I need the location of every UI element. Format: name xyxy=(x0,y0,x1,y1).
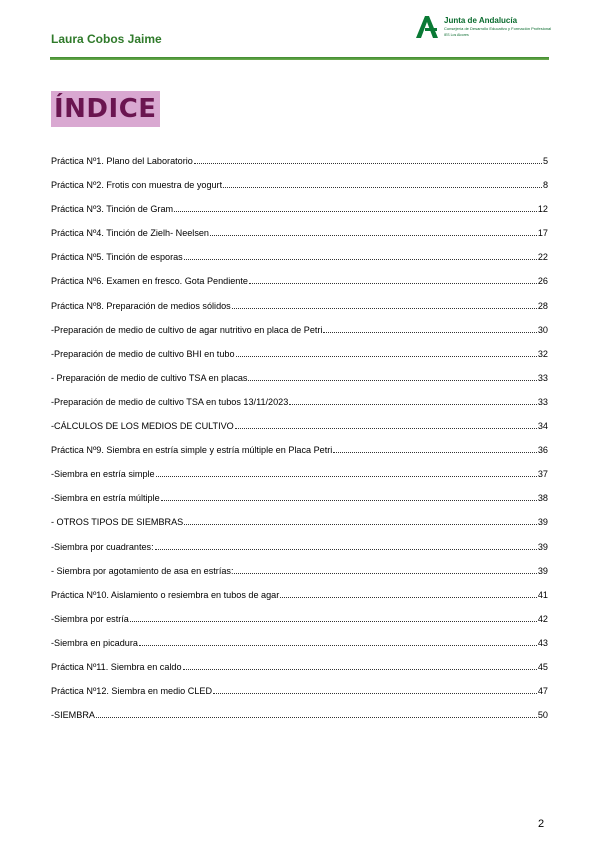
toc-entry-page: 39 xyxy=(537,565,548,576)
toc-heading: ÍNDICE xyxy=(51,91,160,127)
toc-entry-title: -Siembra por cuadrantes: xyxy=(51,541,154,552)
toc-entry-title: - Preparación de medio de cultivo TSA en placas xyxy=(51,372,248,383)
toc-entry-page: 42 xyxy=(537,613,548,624)
toc-entry[interactable] xyxy=(51,369,548,393)
junta-andalucia-logo-icon xyxy=(414,14,440,40)
toc-entry-title: -Siembra por estría xyxy=(51,613,129,624)
page-number: 2 xyxy=(538,818,545,830)
toc-entry[interactable] xyxy=(51,489,548,513)
toc-entry[interactable] xyxy=(51,658,548,682)
toc-dot-leader xyxy=(280,586,537,598)
toc-entry-title: -Preparación de medio de cultivo BHI en tubo xyxy=(51,348,235,359)
logo-subtitle: Consejería de Desarrollo Educativo y Formación Profesional xyxy=(444,26,552,31)
toc-dot-leader xyxy=(223,176,542,188)
toc-entry-page: 36 xyxy=(537,445,548,456)
toc-entry-title: -Preparación de medio de cultivo de agar nutritivo en placa de Petri xyxy=(51,324,323,335)
toc-entry-page: 5 xyxy=(542,156,548,166)
toc-entry-page: 47 xyxy=(537,686,548,697)
toc-dot-leader xyxy=(236,345,537,357)
toc-entry-page: 45 xyxy=(537,661,548,672)
toc-entry-title: -Siembra en picadura xyxy=(51,637,138,648)
toc-entry[interactable] xyxy=(51,706,548,730)
toc-entry-title: - Siembra por agotamiento de asa en estrías: xyxy=(51,565,234,576)
toc-entry-page: 17 xyxy=(537,228,548,239)
toc-entry[interactable] xyxy=(51,513,548,537)
toc-entry-title: - OTROS TIPOS DE SIEMBRAS xyxy=(51,517,184,528)
toc-entry-page: 34 xyxy=(537,421,548,432)
toc-entry[interactable] xyxy=(51,393,548,417)
toc-dot-leader xyxy=(156,465,537,477)
toc-entry[interactable] xyxy=(51,176,548,200)
toc-dot-leader xyxy=(333,441,537,453)
toc-entry[interactable] xyxy=(51,200,548,224)
toc-dot-leader xyxy=(96,706,537,718)
toc-entry-page: 39 xyxy=(537,541,548,552)
toc-entry-page: 33 xyxy=(537,396,548,407)
table-of-contents xyxy=(51,152,548,730)
toc-dot-leader xyxy=(130,610,537,622)
toc-entry[interactable] xyxy=(51,152,548,176)
toc-dot-leader xyxy=(155,538,537,550)
toc-dot-leader xyxy=(210,224,537,236)
toc-entry-title: Práctica Nº10. Aislamiento o resiembra en tubos de agar xyxy=(51,589,280,600)
toc-entry-title: Práctica Nº12. Siembra en medio CLED xyxy=(51,686,213,697)
junta-andalucia-logo xyxy=(414,14,584,54)
toc-entry-title: Práctica Nº4. Tinción de Zielh- Neelsen xyxy=(51,228,209,239)
toc-entry-page: 39 xyxy=(537,517,548,528)
toc-entry[interactable] xyxy=(51,272,548,296)
toc-entry-title: Práctica Nº8. Preparación de medios sólidos xyxy=(51,300,231,311)
toc-dot-leader xyxy=(249,272,537,284)
toc-dot-leader xyxy=(139,634,537,646)
toc-entry-title: Práctica Nº2. Frotis con muestra de yogurt xyxy=(51,180,223,191)
toc-entry[interactable] xyxy=(51,321,548,345)
toc-entry[interactable] xyxy=(51,538,548,562)
toc-entry-page: 22 xyxy=(537,252,548,263)
toc-entry-title: -SIEMBRA xyxy=(51,710,95,721)
toc-dot-leader xyxy=(323,321,536,333)
toc-dot-leader xyxy=(289,393,537,405)
toc-entry[interactable] xyxy=(51,610,548,634)
toc-entry[interactable] xyxy=(51,248,548,272)
toc-entry-title: -Siembra en estría múltiple xyxy=(51,493,160,504)
toc-entry-page: 8 xyxy=(542,180,548,191)
toc-entry[interactable] xyxy=(51,345,548,369)
toc-entry-title: -Siembra en estría simple xyxy=(51,469,155,480)
toc-entry-page: 50 xyxy=(537,710,548,721)
toc-entry-page: 28 xyxy=(537,300,548,311)
toc-entry[interactable] xyxy=(51,465,548,489)
toc-dot-leader xyxy=(232,297,537,309)
toc-dot-leader xyxy=(184,248,537,260)
toc-entry[interactable] xyxy=(51,682,548,706)
author-name: Laura Cobos Jaime xyxy=(51,32,162,46)
toc-dot-leader xyxy=(174,200,537,212)
toc-entry[interactable] xyxy=(51,441,548,465)
toc-entry-page: 43 xyxy=(537,637,548,648)
toc-dot-leader xyxy=(235,417,537,429)
toc-entry[interactable] xyxy=(51,586,548,610)
toc-entry-title: Práctica Nº3. Tinción de Gram xyxy=(51,204,174,215)
logo-subtitle-2: IES Los Alcores xyxy=(444,33,469,37)
toc-dot-leader xyxy=(183,658,537,670)
toc-entry-page: 32 xyxy=(537,348,548,359)
logo-title: Junta de Andalucía xyxy=(444,16,518,25)
toc-entry-title: Práctica Nº6. Examen en fresco. Gota Pendiente xyxy=(51,276,248,287)
toc-entry-title: Práctica Nº1. Plano del Laboratorio xyxy=(51,156,193,166)
toc-dot-leader xyxy=(234,562,536,574)
toc-entry[interactable] xyxy=(51,224,548,248)
toc-dot-leader xyxy=(161,489,537,501)
toc-entry-page: 12 xyxy=(537,204,548,215)
toc-dot-leader xyxy=(248,369,536,381)
toc-entry[interactable] xyxy=(51,634,548,658)
toc-dot-leader xyxy=(213,682,537,694)
toc-entry-page: 30 xyxy=(537,324,548,335)
toc-entry[interactable] xyxy=(51,297,548,321)
toc-entry-title: Práctica Nº11. Siembra en caldo xyxy=(51,661,182,672)
toc-entry[interactable] xyxy=(51,562,548,586)
toc-entry-page: 37 xyxy=(537,469,548,480)
toc-entry-title: -Preparación de medio de cultivo TSA en tubos 13/11/2023 xyxy=(51,396,289,407)
toc-entry-page: 38 xyxy=(537,493,548,504)
toc-entry-title: -CÁLCULOS DE LOS MEDIOS DE CULTIVO xyxy=(51,421,234,432)
toc-entry-page: 41 xyxy=(537,589,548,600)
toc-entry-page: 26 xyxy=(537,276,548,287)
toc-entry-page: 33 xyxy=(537,372,548,383)
toc-entry-title: Práctica Nº9. Siembra en estría simple y estría múltiple en Placa Petri xyxy=(51,445,333,456)
toc-dot-leader xyxy=(184,513,537,525)
header-divider xyxy=(50,57,549,60)
toc-dot-leader xyxy=(194,152,542,164)
toc-entry-title: Práctica Nº5. Tinción de esporas xyxy=(51,252,183,263)
toc-entry[interactable] xyxy=(51,417,548,441)
